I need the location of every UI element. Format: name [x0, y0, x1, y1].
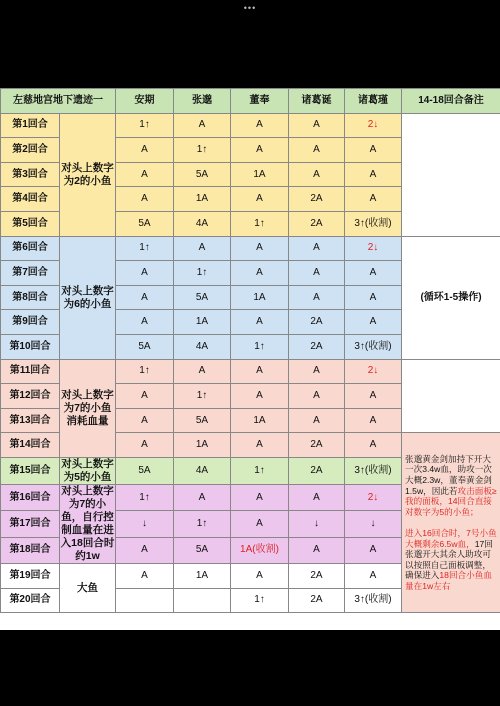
cell: A	[116, 285, 174, 310]
group-desc: 对头上数字为7的小鱼消耗血量	[60, 359, 116, 457]
round-label: 第18回合	[1, 537, 60, 563]
round-label: 第5回合	[1, 211, 60, 236]
cell: A	[345, 537, 402, 563]
loop-note: (循环1-5操作)	[402, 236, 500, 359]
cell: A	[345, 433, 402, 458]
round-label: 第20回合	[1, 588, 60, 613]
round-label: 第16回合	[1, 484, 60, 510]
cell: A	[345, 261, 402, 286]
cell: 1↑	[116, 236, 174, 261]
table-row	[1, 113, 500, 138]
cell: A	[231, 138, 289, 163]
cell: A	[231, 310, 289, 335]
cell: 2A	[289, 433, 345, 458]
group-desc: 大鱼	[60, 563, 116, 612]
header-col-zhugedan: 诸葛诞	[289, 89, 345, 114]
cell: A	[289, 138, 345, 163]
cell: 1↑	[174, 138, 231, 163]
cell: A	[289, 408, 345, 433]
round-label: 第12回合	[1, 384, 60, 409]
cell: A	[231, 433, 289, 458]
cell: 2↓	[345, 359, 402, 384]
group-desc: 对头上数字为7的小鱼，自行控制血量在进入18回合时约1w	[60, 484, 115, 562]
cell: A	[174, 113, 231, 138]
note-part-highlight: 进入16回合时，7号小鱼大概剩余6.5w血，	[405, 528, 497, 549]
note-part-highlight: 18回合小鱼血量在1w左右	[405, 570, 492, 591]
group-desc: 对头上数字为2的小鱼	[60, 113, 116, 236]
cell: 2↓	[345, 484, 402, 510]
cell: 1A	[174, 310, 231, 335]
round-label: 第8回合	[1, 285, 60, 310]
cell: 1A	[231, 285, 289, 310]
header-col-zhangmiao: 张邈	[174, 89, 231, 114]
cell: 5A	[174, 162, 231, 187]
cell: ↓	[116, 511, 174, 537]
cell: A	[116, 138, 174, 163]
cell: 5A	[174, 537, 231, 563]
group-desc: 对头上数字为6的小鱼	[60, 236, 116, 359]
cell: 1↑	[231, 457, 289, 484]
cell: 2A	[289, 457, 345, 484]
cell: A	[116, 162, 174, 187]
cell: ↓	[289, 511, 345, 537]
cell: 2A	[289, 334, 345, 359]
round-label: 第2回合	[1, 138, 60, 163]
strategy-note	[402, 433, 500, 613]
cell: 4A	[174, 334, 231, 359]
cell: A	[345, 563, 402, 588]
cell: A	[116, 384, 174, 409]
cell: A	[289, 537, 345, 563]
cell: A	[289, 484, 345, 510]
cell: A	[116, 261, 174, 286]
header-row	[1, 89, 500, 114]
cell	[116, 588, 174, 613]
cell: 2A	[289, 588, 345, 613]
strategy-sheet	[0, 88, 500, 630]
cell: 1↑	[174, 511, 231, 537]
cell: A	[174, 484, 231, 510]
status-dots: •••	[243, 3, 257, 13]
note-cell-empty	[402, 359, 500, 433]
cell: A	[116, 408, 174, 433]
round-label: 第6回合	[1, 236, 60, 261]
round-label: 第14回合	[1, 433, 60, 458]
cell: 1A	[174, 187, 231, 212]
strategy-table	[0, 88, 500, 613]
cell: A	[231, 484, 289, 510]
cell: 1A	[174, 433, 231, 458]
cell: A	[231, 359, 289, 384]
cell: A	[345, 138, 402, 163]
cell: 1↑	[231, 211, 289, 236]
cell: 2A	[289, 187, 345, 212]
cell: A	[116, 187, 174, 212]
cell: 1A	[231, 408, 289, 433]
note-part: 17回张邈开大其余人助攻可以按照自己面板调整，确保进入	[405, 538, 493, 581]
cell: A	[289, 285, 345, 310]
cell: A	[345, 285, 402, 310]
cell: 5A	[116, 457, 174, 484]
note-cell-empty	[402, 113, 500, 236]
header-col-anqi: 安期	[116, 89, 174, 114]
cell: 5A	[174, 408, 231, 433]
cell: A	[345, 384, 402, 409]
cell: 3↑(收割)	[345, 334, 402, 359]
round-label: 第13回合	[1, 408, 60, 433]
cell: 2↓	[345, 113, 402, 138]
cell: 1↑	[231, 588, 289, 613]
cell: A	[116, 310, 174, 335]
cell: A	[231, 113, 289, 138]
round-label: 第7回合	[1, 261, 60, 286]
cell: A	[174, 236, 231, 261]
cell: 2A	[289, 211, 345, 236]
cell: 2A	[289, 310, 345, 335]
cell: A	[289, 162, 345, 187]
cell: 1↑	[116, 484, 174, 510]
cell: 1↑	[116, 359, 174, 384]
cell: 2A	[289, 563, 345, 588]
round-label: 第1回合	[1, 113, 60, 138]
cell: 5A	[174, 285, 231, 310]
table-row	[1, 359, 500, 384]
cell: A	[345, 408, 402, 433]
group-desc: 对头上数字为5的小鱼	[61, 457, 114, 483]
cell: A	[231, 236, 289, 261]
round-label: 第3回合	[1, 162, 60, 187]
cell: 2↓	[345, 236, 402, 261]
cell: A	[289, 261, 345, 286]
cell: 1A	[231, 162, 289, 187]
cell: A	[231, 563, 289, 588]
header-note: 14-18回合备注	[402, 89, 500, 114]
round-label: 第9回合	[1, 310, 60, 335]
cell: A	[231, 384, 289, 409]
round-label: 第11回合	[1, 359, 60, 384]
cell: 1↑	[174, 384, 231, 409]
cell: 1↑	[174, 261, 231, 286]
cell: A	[345, 162, 402, 187]
cell	[174, 588, 231, 613]
cell: A	[116, 563, 174, 588]
cell: A	[289, 384, 345, 409]
round-label: 第19回合	[1, 563, 60, 588]
header-col-dongfeng: 董奉	[231, 89, 289, 114]
cell: A	[345, 187, 402, 212]
cell: A	[231, 187, 289, 212]
note-part: 张邈黄金剑加持下开大一次3.4w血，助攻一次大概2.3w，董奉黄金剑1.5w，因此若	[405, 453, 492, 496]
round-label: 第4回合	[1, 187, 60, 212]
cell: A	[116, 433, 174, 458]
cell: 3↑(收割)	[345, 211, 402, 236]
cell: A	[289, 236, 345, 261]
cell: 3↑(收割)	[345, 457, 402, 484]
cell: A	[231, 511, 289, 537]
note-part-highlight: 攻击面板≥我的面板，14回合直接对数字为5的小鱼；	[405, 485, 497, 517]
cell: A	[289, 113, 345, 138]
round-label: 第15回合	[1, 457, 60, 484]
cell: A	[174, 359, 231, 384]
round-label: 第10回合	[1, 334, 60, 359]
cell: A	[345, 310, 402, 335]
cell: 3↑(收割)	[345, 588, 402, 613]
header-col-zhugejin: 诸葛瑾	[345, 89, 402, 114]
cell: A	[116, 537, 174, 563]
cell: 1A(收割)	[231, 537, 289, 563]
cell: 1↑	[116, 113, 174, 138]
cell: 4A	[174, 211, 231, 236]
cell: 1A	[174, 563, 231, 588]
cell: 4A	[174, 457, 231, 484]
cell: A	[231, 261, 289, 286]
cell: A	[289, 359, 345, 384]
cell: 5A	[116, 211, 174, 236]
round-label: 第17回合	[1, 511, 60, 537]
cell: 1↑	[231, 334, 289, 359]
header-title: 左慈地宫地下遗迹一	[1, 89, 116, 114]
cell: 5A	[116, 334, 174, 359]
table-row	[1, 236, 500, 261]
cell: ↓	[345, 511, 402, 537]
